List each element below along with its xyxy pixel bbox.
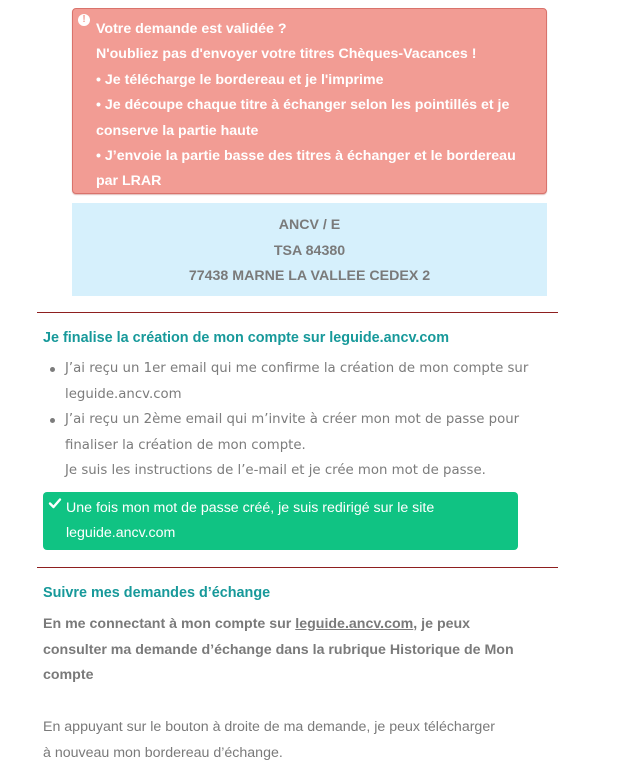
alert-subtitle: N'oubliez pas d'envoyer votre titres Chèques-Vacances ! [96,46,477,63]
success-alert [43,492,518,550]
warning-alert [72,8,547,194]
address-line-1: ANCV / E [278,217,341,233]
account-history-paragraph [43,612,533,689]
section-title-account: Je finalise la création de mon compte sur leguide.ancv.com [43,330,449,346]
list-item-text: J’ai reçu un 1er email qui me confirme la création de mon compte sur leguide.ancv.com [65,361,529,402]
list-item-subtext: Je suis les instructions de l’e-mail et je crée mon mot de passe. [65,463,486,479]
leguide-link[interactable]: leguide.ancv.com [295,616,414,632]
check-icon [48,496,62,510]
paragraph-text: En me connectant à mon compte sur [43,616,296,632]
bullet-icon [50,367,55,372]
account-steps-list [49,356,529,484]
alert-step-1: • Je télécharge le bordereau et je l'imprime [96,71,384,88]
success-text: Une fois mon mot de passe créé, je suis redirigé sur le site leguide.ancv.com [66,500,435,541]
address-line-2: TSA 84380 [273,242,346,259]
paragraph-line-2: à nouveau mon bordereau d’échange. [43,745,283,761]
bullet-icon [50,418,55,423]
section-divider [37,312,558,313]
alert-title: Votre demande est validée ? [96,21,287,37]
mailing-address-box [72,203,547,296]
list-item-text: J’ai reçu un 2ème email qui m’invite à créer mon mot de passe pour finaliser la création de mon compte. [65,412,520,453]
paragraph-line-1: En appuyant sur le bouton à droite de ma demande, je peux télécharger [43,719,495,735]
list-item [49,356,529,407]
download-paragraph [43,714,543,766]
section-title-follow: Suivre mes demandes d’échange [43,585,271,601]
list-item [49,407,529,484]
address-line-3: 77438 MARNE LA VALLEE CEDEX 2 [188,268,431,284]
alert-step-2: • Je découpe chaque titre à échanger selon les pointillés et je conserve la partie haute [96,97,510,139]
alert-step-3: • J’envoie la partie basse des titres à échanger et le bordereau par LRAR [96,148,516,190]
paragraph-text: , je peux consulter ma demande d’échange dans la rubrique Historique de Mon compte [43,616,514,683]
section-divider [37,567,558,568]
exclamation-circle-icon: ! [78,14,90,26]
